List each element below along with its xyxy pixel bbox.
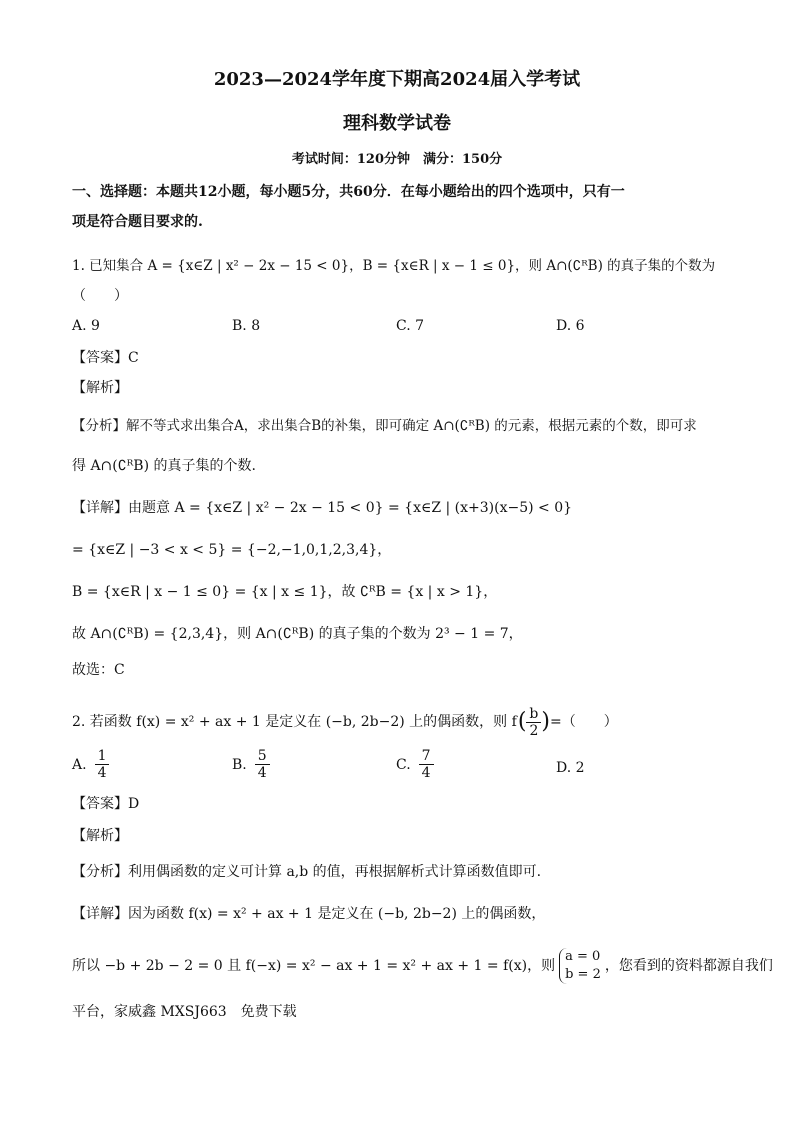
q2-analysis-label: 【解析】: [72, 828, 128, 844]
q1-stem-line2: （ ）: [72, 288, 128, 304]
q2-option-b-letter: B.: [232, 756, 247, 773]
q2-option-d: D. 2: [556, 760, 585, 776]
q2-option-a: [72, 748, 109, 781]
q2-stem-suffix: =（ ）: [549, 714, 618, 730]
exam-title: 2023—2024学年度下期高2024届入学考试: [213, 69, 581, 90]
q2-detail-line2: [72, 944, 773, 988]
q1-answer: 【答案】C: [72, 350, 139, 366]
q2-option-a-num: 1: [95, 748, 110, 765]
section-heading-line2: 项是符合题目要求的.: [72, 214, 203, 230]
q1-detail-line3: B = {x∈R | x − 1 ≤ 0} = {x | x ≤ 1}，故 ∁ᴿB = {x | x > 1}，: [72, 584, 498, 600]
q2-option-b-den: 4: [257, 765, 267, 781]
q1-option-d: D. 6: [556, 318, 585, 334]
q2-option-c-letter: C.: [396, 756, 411, 773]
section-heading-line1: 一、选择题：本题共12小题，每小题5分，共60分．在每小题给出的四个选项中，只有一: [72, 184, 625, 200]
q1-option-b: B. 8: [232, 318, 261, 334]
q2-option-c-den: 4: [421, 765, 431, 781]
q2-detail-line2-suffix: ，您看到的资料都源自我们: [604, 958, 773, 974]
q2-option-b-fraction: [255, 748, 270, 781]
q2-brace-top: a = 0: [565, 949, 601, 964]
q2-detail-line2-prefix: 所以 −b + 2b − 2 = 0 且 f(−x) = x² − ax + 1 = x² + ax + 1 = f(x)，则: [72, 958, 556, 974]
q1-analysis-label: 【解析】: [72, 380, 128, 396]
q2-option-b: [232, 748, 270, 781]
footer-line: 平台，家威鑫 MXSJ663 免费下载: [72, 1004, 297, 1020]
exam-subtitle: 理科数学试卷: [343, 113, 451, 134]
q2-detail-line1: 【详解】因为函数 f(x) = x² + ax + 1 是定义在 (−b, 2b−2) 上的偶函数，: [72, 906, 546, 922]
q2-brace-bottom: b = 2: [565, 967, 601, 982]
q1-fenxi-line1: 【分析】解不等式求出集合A，求出集合B的补集，即可确定 A∩(∁ᴿB) 的元素，根据元素的个数，即可求: [72, 418, 697, 434]
q1-option-a: A. 9: [72, 318, 100, 334]
q2-system-brace: [559, 948, 601, 984]
q2-stem-frac-num: b: [526, 706, 541, 723]
q2-option-c-num: 7: [419, 748, 434, 765]
q2-option-a-fraction: [95, 748, 110, 781]
q2-option-b-num: 5: [255, 748, 270, 765]
q2-stem: 2. 若函数 f(x) = x² + ax + 1 是定义在 (−b, 2b−2) 上的偶函数，则 f ( $\frac{b}{2}$ ) =（ ）: [72, 705, 618, 739]
q1-detail-line4: 故 A∩(∁ᴿB) = {2,3,4}，则 A∩(∁ᴿB) 的真子集的个数为 2³ − 1 = 7，: [72, 626, 523, 642]
exam-info: 考试时间：120分钟 满分：150分: [291, 152, 503, 167]
q2-stem-frac-den: 2: [529, 722, 539, 739]
q1-detail-line2: = {x∈Z | −3 < x < 5} = {−2,−1,0,1,2,3,4}，: [72, 542, 392, 558]
q1-choose: 故选：C: [72, 662, 125, 678]
q2-stem-fraction: [526, 706, 541, 739]
q2-option-c: [396, 748, 434, 781]
q2-option-c-fraction: [419, 748, 434, 781]
q1-detail-line1: 【详解】由题意 A = {x∈Z | x² − 2x − 15 < 0} = {x∈Z | (x+3)(x−5) < 0}: [72, 500, 573, 516]
q2-fenxi: 【分析】利用偶函数的定义可计算 a,b 的值，再根据解析式计算函数值即可.: [72, 864, 542, 880]
q2-option-a-letter: A.: [72, 756, 87, 773]
q1-option-c: C. 7: [396, 318, 425, 334]
q1-stem-line1: 1. 已知集合 A = {x∈Z | x² − 2x − 15 < 0}，B = {x∈R | x − 1 ≤ 0}，则 A∩(∁ᴿB) 的真子集的个数为: [72, 258, 716, 274]
q2-answer: 【答案】D: [72, 796, 140, 812]
q1-fenxi-line2: 得 A∩(∁ᴿB) 的真子集的个数.: [72, 458, 256, 474]
q2-option-a-den: 4: [97, 765, 107, 781]
q2-stem-prefix: 2. 若函数 f(x) = x² + ax + 1 是定义在 (−b, 2b−2) 上的偶函数，则 f: [72, 714, 517, 730]
